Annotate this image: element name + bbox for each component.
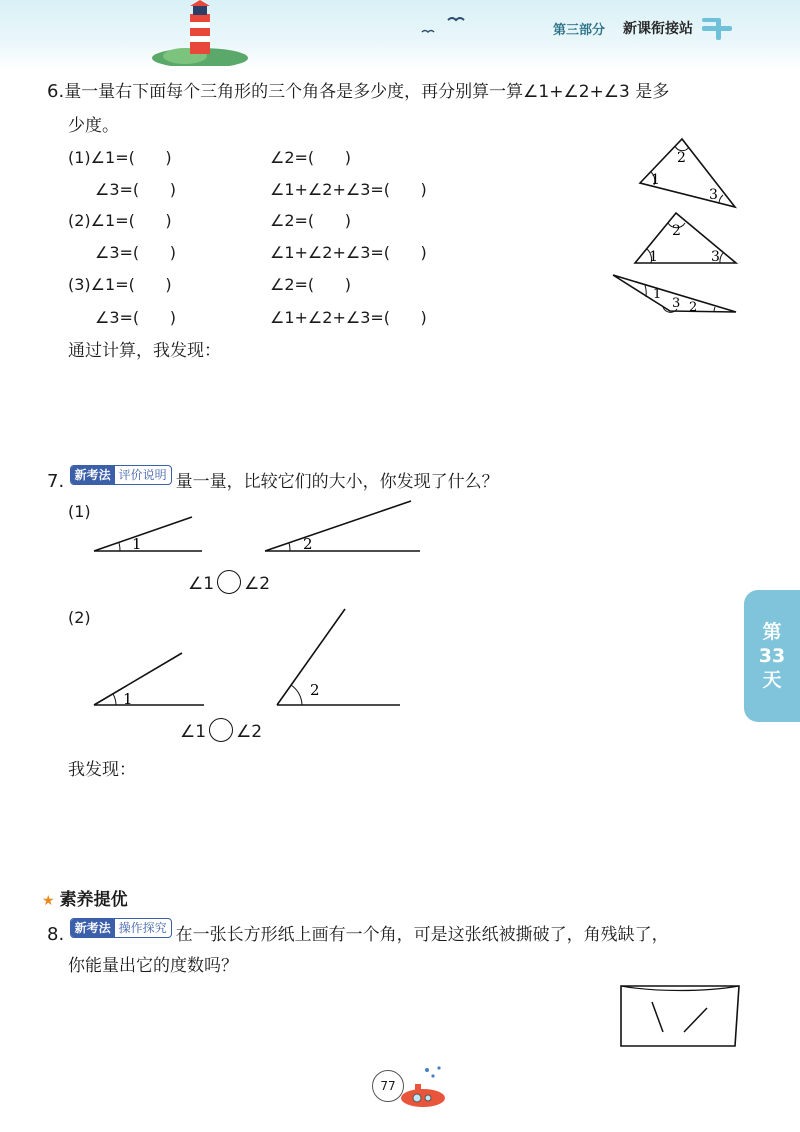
q8-text-line2: 你能量出它的度数吗？: [68, 956, 238, 976]
q7-tag-main: 新考法: [71, 466, 115, 484]
tri3-angle1-label: 1: [653, 287, 662, 302]
q6-triangles-figure: [605, 135, 745, 320]
q7-p1-compare-right: ∠2: [244, 574, 271, 594]
q7-part2-angles: [90, 605, 410, 710]
section-title: 素养提优: [59, 890, 128, 910]
tri3-angle3-label: 3: [672, 296, 681, 311]
q6-text-line1: [47, 79, 669, 105]
q8-tag: [70, 918, 172, 938]
section-label: 第三部分: [553, 23, 606, 38]
tri2-angle3-label: 3: [711, 249, 720, 265]
q7-p2-compare-right: ∠2: [236, 722, 263, 742]
header-title: 新课衔接站: [623, 21, 693, 37]
q7-p1-compare-circle[interactable]: [217, 570, 241, 594]
q6-row4-col2: ∠1+∠2+∠3=( ): [270, 243, 427, 262]
tri1-angle2-label: 2: [677, 150, 686, 166]
q6-row5-col2: ∠2=( ): [270, 275, 351, 294]
submarine-icon: [395, 1062, 455, 1112]
section-heading: [42, 885, 128, 910]
q6-text-line2: 少度。: [68, 116, 119, 136]
q8-tag-sub: 操作探究: [118, 921, 167, 935]
q7-p1-angle1-label: 1: [132, 535, 142, 553]
q7-tag-sub: 评价说明: [118, 468, 167, 482]
q6-finding: 通过计算，我发现：: [68, 341, 221, 361]
tri3-angle2-label: 2: [689, 300, 698, 315]
q7-p1-compare-left: ∠1: [188, 574, 215, 594]
q7-p2-compare: [180, 718, 262, 745]
tri1-angle1-label: 1: [651, 172, 660, 188]
q6-row2-col2: ∠1+∠2+∠3=( ): [270, 180, 427, 199]
day-tab: [744, 590, 800, 722]
q6-row4-col1: ∠3=( ): [95, 243, 176, 262]
day-tab-line1: 第: [762, 621, 782, 643]
q7-number: 7.: [47, 471, 65, 492]
header-logo-icon: [700, 14, 736, 44]
q7-p2-angle1-label: 1: [123, 690, 133, 708]
q7-tag: [70, 465, 172, 485]
q6-prompt: 量一量右下面每个三角形的三个角各是多少度，再分别算一算∠1+∠2+∠3 是多: [64, 82, 670, 102]
day-tab-line2: 33: [758, 645, 786, 667]
q8-prompt: 在一张长方形纸上画有一个角，可是这张纸被撕破了，角残缺了，: [175, 925, 669, 945]
q6-row6-col2: ∠1+∠2+∠3=( ): [270, 308, 427, 327]
day-tab-line3: 天: [762, 669, 782, 691]
q7-part2-label: (2): [68, 608, 91, 627]
tri2-angle2-label: 2: [672, 223, 681, 239]
q6-row3-col1: (2)∠1=( ): [68, 211, 172, 230]
lighthouse-illustration: [150, 0, 250, 66]
q8-torn-paper-figure: [615, 978, 745, 1050]
page-number: 77: [372, 1070, 404, 1102]
star-icon: ★: [42, 893, 55, 909]
q7-p2-compare-circle[interactable]: [209, 718, 233, 742]
q7-finding: 我发现：: [68, 760, 136, 780]
q7-p1-compare: [188, 570, 270, 597]
q6-row5-col1: (3)∠1=( ): [68, 275, 172, 294]
q6-row6-col1: ∠3=( ): [95, 308, 176, 327]
q7-p2-compare-left: ∠1: [180, 722, 207, 742]
q8-number: 8.: [47, 924, 65, 945]
birds-icon: [420, 12, 470, 38]
tri1-angle3-label: 3: [709, 187, 718, 203]
q7-part1-angles: [90, 495, 430, 560]
q6-row3-col2: ∠2=( ): [270, 211, 351, 230]
q8-text-line1: [47, 918, 669, 948]
q7-part1-label: (1): [68, 502, 91, 521]
tri2-angle1-label: 1: [649, 249, 658, 265]
q8-tag-main: 新考法: [71, 919, 115, 937]
q7-text: [47, 465, 499, 495]
q7-p1-angle2-label: 2: [303, 535, 313, 553]
q6-row2-col1: ∠3=( ): [95, 180, 176, 199]
q7-prompt: 量一量，比较它们的大小，你发现了什么？: [175, 472, 499, 492]
q6-row1-col2: ∠2=( ): [270, 148, 351, 167]
q6-row1-col1: (1)∠1=( ): [68, 148, 172, 167]
q7-p2-angle2-label: 2: [310, 681, 320, 699]
q6-number: 6.: [47, 81, 65, 102]
